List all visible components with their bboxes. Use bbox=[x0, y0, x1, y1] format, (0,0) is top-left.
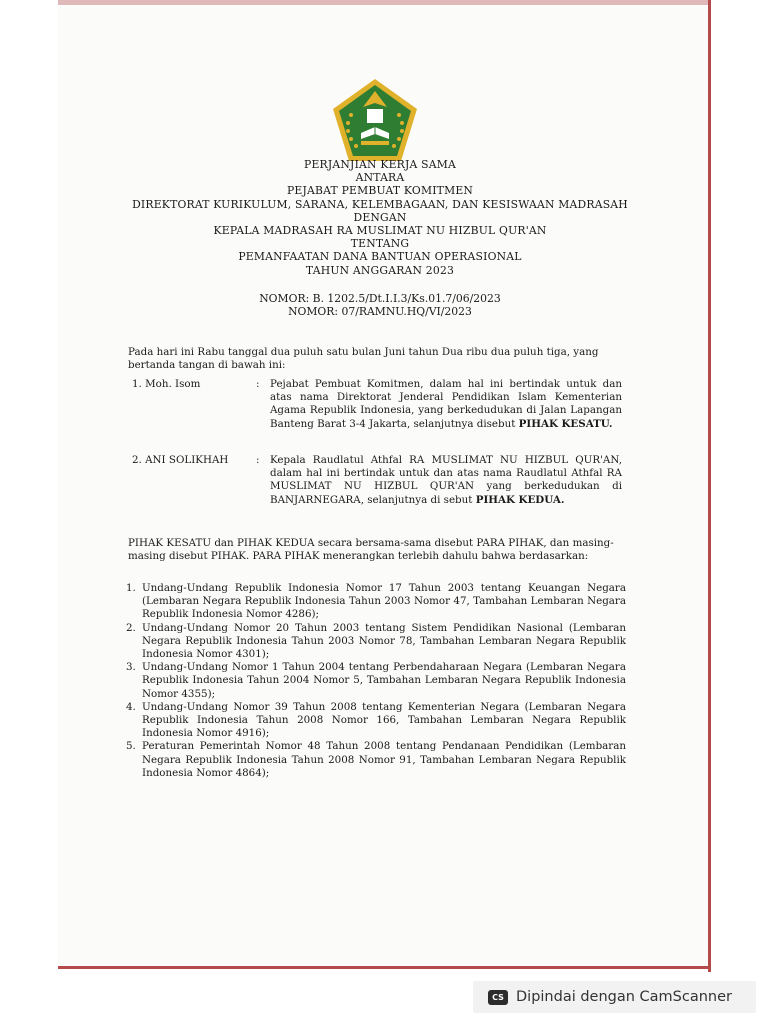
parties-paragraph: PIHAK KESATU dan PIHAK KEDUA secara bersama-sama disebut PARA PIHAK, dan masing-masing disebut PIHAK. PARA PIHAK menerangkan terlebih dahulu bahwa berdasarkan: bbox=[128, 537, 614, 563]
list-item-number: 1. bbox=[126, 582, 136, 594]
intro-paragraph: Pada hari ini Rabu tanggal dua puluh satu bulan Juni tahun Dua ribu dua puluh tiga, yang bertanda tangan di bawah ini: bbox=[128, 346, 599, 372]
reference-number: NOMOR: 07/RAMNU.HQ/VI/2023 bbox=[288, 305, 472, 319]
list-item-number: 5. bbox=[126, 740, 136, 753]
reference-numbers bbox=[100, 292, 660, 318]
party-name: 1. Moh. Isom bbox=[132, 378, 201, 390]
list-item bbox=[126, 701, 626, 741]
party-name: 2. ANI SOLIKHAH bbox=[132, 454, 229, 466]
list-item-text: Undang-Undang Republik Indonesia Nomor 17 Tahun 2003 tentang Keuangan Negara (Lembaran Negara Republik Indonesia Tahun 2003 Nomor 47, Tambahan Lembaran Negara Republik Indonesia Nomor 4286); bbox=[142, 582, 626, 621]
title-line: PERJANJIAN KERJA SAMA bbox=[304, 158, 456, 171]
camscanner-logo-icon: CS bbox=[488, 990, 508, 1005]
title-line: DENGAN bbox=[353, 210, 407, 224]
title-line: ANTARA bbox=[355, 171, 405, 185]
list-item-number: 3. bbox=[126, 661, 136, 674]
kemenag-emblem-icon bbox=[331, 77, 419, 163]
title-line: PEJABAT PEMBUAT KOMITMEN bbox=[286, 184, 474, 198]
list-item bbox=[126, 582, 626, 622]
list-item-text: Undang-Undang Nomor 20 Tahun 2003 tentang Sistem Pendidikan Nasional (Lembaran Negara Republik Indonesia Tahun 2003 Nomor 78, Tambahan Lembaran Negara Republik Indonesia Nomor 4301); bbox=[142, 621, 626, 661]
page-bottom-edge bbox=[58, 966, 710, 969]
camscanner-text: Dipindai dengan CamScanner bbox=[516, 989, 733, 1005]
list-item-number: 2. bbox=[126, 621, 136, 634]
title-line: PEMANFAATAN DANA BANTUAN OPERASIONAL bbox=[238, 250, 522, 264]
legal-basis-list bbox=[126, 582, 626, 780]
page-top-edge bbox=[58, 0, 710, 5]
list-item-text: Undang-Undang Nomor 39 Tahun 2008 tentang Kementerian Negara (Lembaran Negara Republik Indonesia Tahun 2008 Nomor 166, Tambahan Lembaran Negara Republik Indonesia Nomor 4916); bbox=[142, 700, 626, 740]
party-role: PIHAK KEDUA. bbox=[475, 493, 565, 506]
party-role: PIHAK KESATU. bbox=[518, 417, 613, 430]
list-item bbox=[126, 740, 626, 780]
party-description bbox=[270, 454, 622, 507]
reference-number: NOMOR: B. 1202.5/Dt.I.I.3/Ks.01.7/06/2023 bbox=[259, 292, 501, 305]
party-colon: : bbox=[256, 378, 260, 390]
page-right-edge bbox=[708, 0, 711, 972]
title-line: DIREKTORAT KURIKULUM, SARANA, KELEMBAGAAN, DAN KESISWAAN MADRASAH bbox=[132, 197, 628, 211]
list-item-text: Undang-Undang Nomor 1 Tahun 2004 tentang Perbendaharaan Negara (Lembaran Negara Republik Indonesia Tahun 2004 Nomor 5, Tambahan Lembaran Negara Republik Indonesia Nomor 4355); bbox=[142, 661, 626, 700]
title-line: KEPALA MADRASAH RA MUSLIMAT NU HIZBUL QUR'AN bbox=[213, 224, 547, 238]
camscanner-watermark bbox=[473, 981, 756, 1013]
list-item bbox=[126, 622, 626, 662]
party-description bbox=[270, 378, 622, 431]
title-line: TENTANG bbox=[350, 237, 410, 251]
list-item-text: Peraturan Pemerintah Nomor 48 Tahun 2008 tentang Pendanaan Pendidikan (Lembaran Negara Republik Indonesia Tahun 2008 Nomor 91, Tambahan Lembaran Negara Republik Indonesia Nomor 4864); bbox=[142, 740, 626, 779]
party-description-text: Pejabat Pembuat Komitmen, dalam hal ini bertindak untuk dan atas nama Direktorat Jenderal Pendidikan Islam Kementerian Agama Republik Indonesia, yang berkedudukan di Jalan Lapangan Banteng Barat 3-4 Jakarta, selanjutnya disebut bbox=[270, 378, 622, 430]
party-colon: : bbox=[256, 454, 260, 466]
party-description-text: Kepala Raudlatul Athfal RA MUSLIMAT NU HIZBUL QUR'AN, dalam hal ini bertindak untuk dan atas nama Raudlatul Athfal RA MUSLIMAT NU HIZBUL QUR'AN yang berkedudukan di BANJARNEGARA, selanjutnya di sebut bbox=[270, 454, 622, 506]
agreement-title bbox=[100, 158, 660, 277]
list-item-number: 4. bbox=[126, 700, 136, 713]
list-item bbox=[126, 661, 626, 701]
title-line: TAHUN ANGGARAN 2023 bbox=[305, 263, 455, 277]
